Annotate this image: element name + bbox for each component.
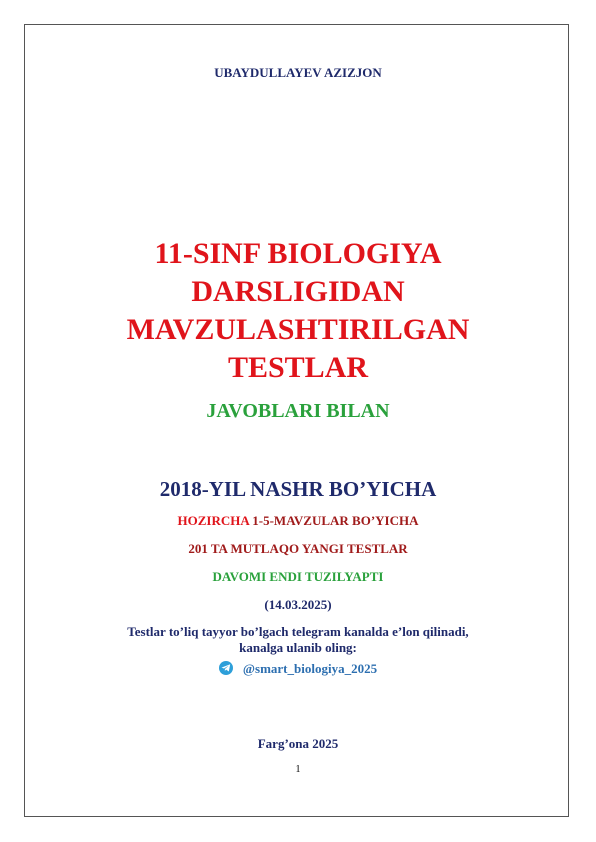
notice-line-1: Testlar to’liq tayyor bo’lgach telegram kanalda e’lon qilinadi, [127,624,469,639]
book-title [0,235,596,387]
subtitle: JAVOBLARI BILAN [206,400,390,422]
telegram-notice [0,624,596,656]
page-number: 1 [295,764,301,775]
telegram-icon [219,661,233,675]
title-line-4: TESTLAR [227,351,369,384]
test-count: 201 TA MUTLAQO YANGI TESTLAR [188,541,408,556]
channel-link[interactable]: @smart_biologiya_2025 [242,661,378,676]
title-line-3: MAVZULASHTIRILGAN [126,313,470,346]
topics-rest: 1-5-MAVZULAR BO’YICHA [249,513,419,528]
author-name: UBAYDULLAYEV AZIZJON [214,65,382,80]
place-year: Farg’ona 2025 [257,736,339,751]
topics-note [0,513,596,529]
date: (14.03.2025) [264,597,332,612]
title-line-2: DARSLIGIDAN [191,275,405,308]
topics-prefix: HOZIRCHA [177,513,250,528]
continuation-note: DAVOMI ENDI TUZILYAPTI [212,569,384,584]
title-line-1: 11-SINF BIOLOGIYA [154,237,442,270]
edition-note: 2018-YIL NASHR BO’YICHA [159,477,437,501]
notice-line-2: kanalga ulanib oling: [239,640,357,655]
channel-link-row[interactable] [0,661,596,677]
